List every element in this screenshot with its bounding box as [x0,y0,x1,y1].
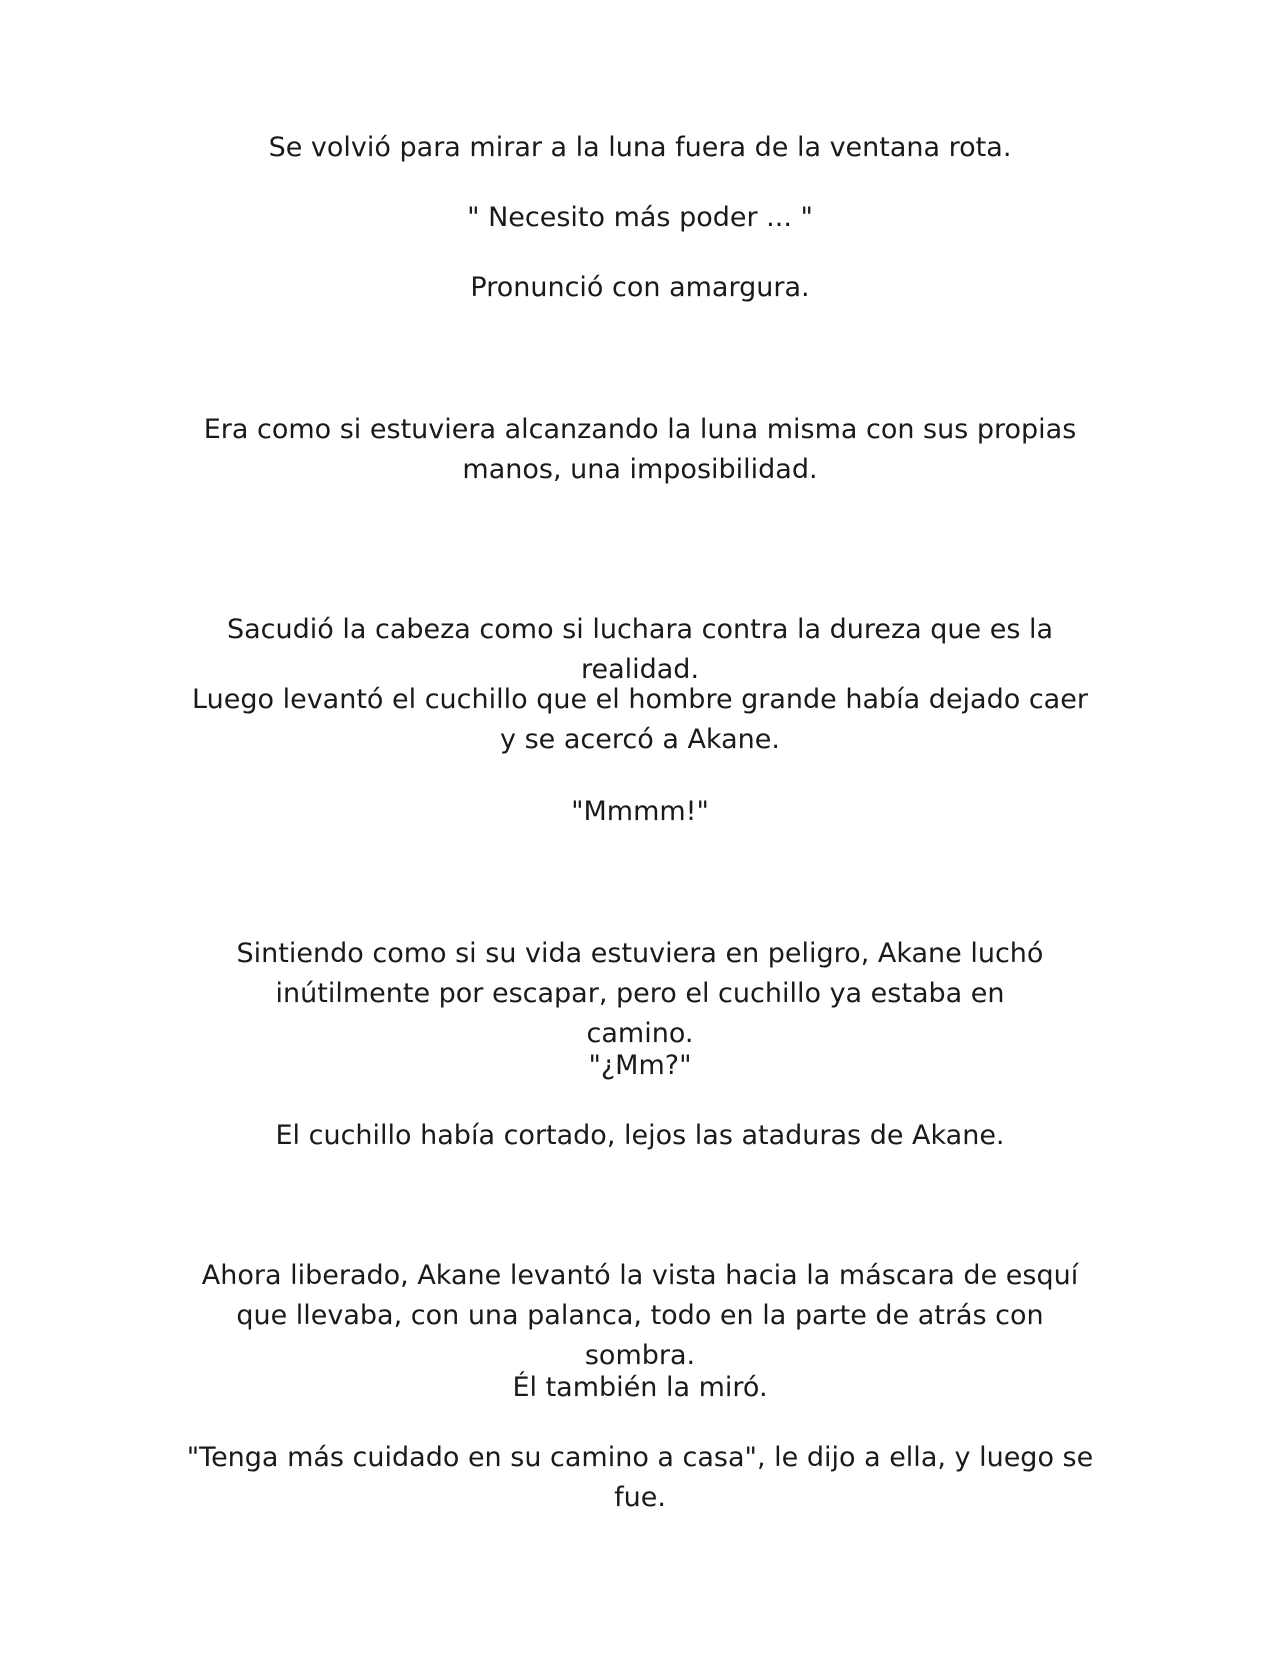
paragraph-13: "Tenga más cuidado en su camino a casa", le dijo a ella, y luego se fue. [186,1442,1094,1513]
paragraph-6: Luego levantó el cuchillo que el hombre grande había dejado caer y se acercó a Akane. [192,684,1088,755]
paragraph-9: "¿Mm?" [588,1050,692,1081]
paragraph-2: " Necesito más poder ... " [467,202,813,233]
paragraph-5: Sacudió la cabeza como si luchara contra la dureza que es la realidad. [226,614,1054,685]
paragraph-11: Ahora liberado, Akane levantó la vista hacia la máscara de esquí que llevaba, con una palanca, todo en la parte de atrás con sombra. [201,1260,1079,1371]
paragraph-3: Pronunció con amargura. [470,272,810,303]
paragraph-7: "Mmmm!" [571,796,709,827]
paragraph-1: Se volvió para mirar a la luna fuera de la ventana rota. [268,132,1012,163]
paragraph-4: Era como si estuviera alcanzando la luna misma con sus propias manos, una imposibilidad. [203,414,1077,485]
paragraph-12: Él también la miró. [512,1372,768,1403]
paragraph-10: El cuchillo había cortado, lejos las ataduras de Akane. [275,1120,1005,1151]
paragraph-8: Sintiendo como si su vida estuviera en peligro, Akane luchó inútilmente por escapar, pero el cuchillo ya estaba en camino. [236,938,1044,1049]
